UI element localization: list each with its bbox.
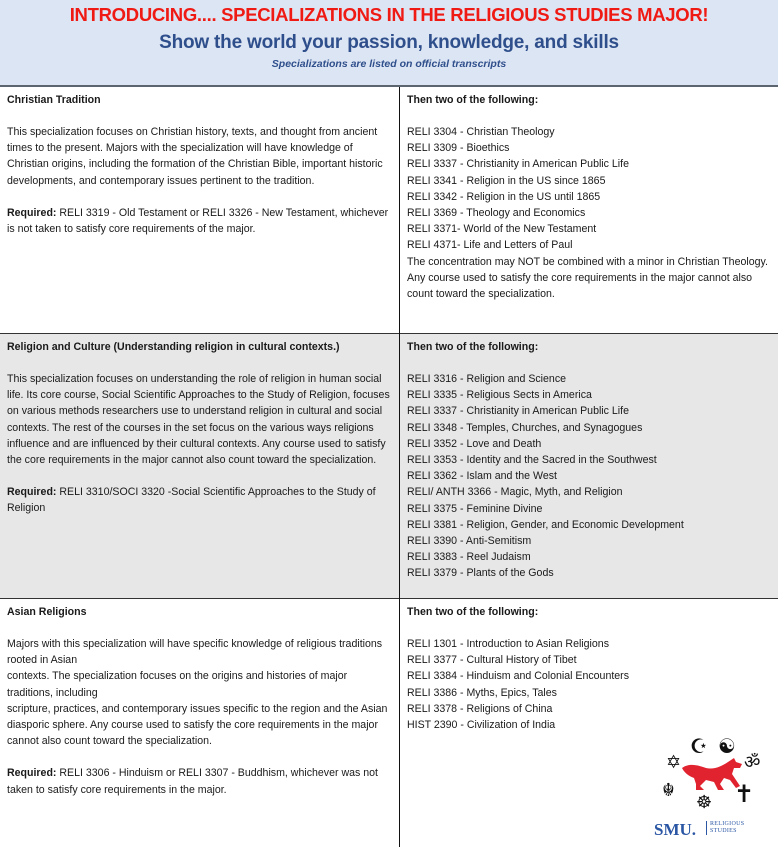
transcript-note: Specializations are listed on official transcripts [271,58,507,70]
course-item: RELI 3375 - Feminine Divine [407,502,543,515]
column-divider [399,87,400,847]
smu-wordmark: SMU. [654,820,697,839]
course-item: RELI 3342 - Religion in the US until 1865 [407,190,601,203]
specialization-row-religion-and-culture [0,333,778,598]
department-line: RELIGIOUS [710,821,745,827]
star-of-david-icon: ✡ [666,752,682,773]
specialization-name: Christian Tradition [7,94,101,106]
course-item: RELI 3337 - Christianity in American Public Life [407,405,629,418]
specialization-description-line: scripture, practices, and contemporary issues specific to the region and the Asian diasporic sphere. Any course used to satisfy the core requirements in the major cannot also count toward the specialization. [7,702,388,748]
specialization-description-cell [0,87,399,333]
specialization-name: Religion and Culture (Understanding religion in cultural contexts.) [7,341,340,353]
courses-heading: Then two of the following: [407,94,539,106]
course-item: RELI 3316 - Religion and Science [407,373,567,385]
course-item: RELI 3335 - Religious Sects in America [407,389,592,402]
courses-heading: Then two of the following: [407,341,539,353]
specialization-row-christian-tradition [0,87,778,333]
required-course [7,205,393,237]
course-item: RELI 3362 - Islam and the West [407,470,557,483]
star-and-crescent-icon: ☪ [690,734,708,758]
required-text: RELI 3306 - Hinduism or RELI 3307 - Buddhism, whichever was not taken to satisfy core requirements in the major. [7,767,378,796]
specialization-description-line: contexts. The specialization focuses on the origins and histories of major traditions, including [7,670,348,699]
required-course [7,765,393,797]
yin-yang-icon: ☯ [718,734,736,758]
course-item: RELI 3379 - Plants of the Gods [407,567,554,580]
specialization-restriction-note: The concentration may NOT be combined with a minor in Christian Theology. Any course used to satisfy the core requirements in the major cannot also count toward the specialization. [407,255,768,301]
courses-heading: Then two of the following: [407,606,539,618]
khanda-icon: ☬ [662,780,675,801]
required-label: Required: [7,767,57,780]
specialization-description: This specialization focuses on Christian history, texts, and thought from ancient times to the present. Majors with the specialization will have knowledge of Christian origins, including the formation of the Christian Bible, important historic developments, and contemporary issues pertinent to the tradition. [7,126,383,187]
course-item: RELI 3384 - Hinduism and Colonial Encounters [407,670,630,683]
course-item: RELI 3377 - Cultural History of Tibet [407,654,577,667]
required-label: Required: [7,486,57,499]
page-title: INTRODUCING.... SPECIALIZATIONS IN THE RELIGIOUS STUDIES MAJOR! [69,4,709,25]
specialization-description-line: Majors with this specialization will have specific knowledge of religious traditions rooted in Asian [7,638,383,667]
course-list [407,636,772,733]
required-text: RELI 3310/SOCI 3320 -Social Scientific Approaches to the Study of Religion [7,486,376,515]
required-course [7,484,393,516]
course-item: RELI 3353 - Identity and the Sacred in the Southwest [407,454,657,467]
course-item: RELI 3378 - Religions of China [407,702,553,715]
cross-icon: ✝ [734,780,755,808]
specialization-description-cell [0,334,399,598]
page-subtitle: Show the world your passion, knowledge, and skills [159,32,619,53]
course-item: RELI 3348 - Temples, Churches, and Synagogues [407,421,643,434]
course-item: RELI 3381 - Religion, Gender, and Economic Development [407,518,684,531]
course-item: RELI 3369 - Theology and Economics [407,207,586,220]
course-item: RELI 3337 - Christianity in American Public Life [407,158,629,171]
om-icon: ॐ [744,752,761,773]
page-header [0,0,778,87]
department-line: STUDIES [710,828,737,834]
required-text: RELI 3319 - Old Testament or RELI 3326 - New Testament, whichever is not taken to satisfy core requirements of the major. [7,206,389,236]
specialization-description: This specialization focuses on understanding the role of religion in human social life. Its core course, Social Scientific Approaches to the Study of Religion, focuses on various methods researchers use to understand religion in cultural and social contexts. The rest of the courses in the set focus on the various ways religions influence and are influenced by their cultural contexts. Any course used to satisfy the core requirements in the major cannot also count toward the specialization. [7,373,390,467]
dharma-wheel-icon: ☸ [696,792,713,813]
course-item: RELI 4371- Life and Letters of Paul [407,239,573,252]
course-list [407,124,772,254]
department-name [706,821,744,835]
course-item: RELI/ ANTH 3366 - Magic, Myth, and Religion [407,486,623,499]
course-item: RELI 3383 - Reel Judaism [407,551,531,564]
smu-religious-studies-logo [648,732,774,844]
course-item: RELI 3390 - Anti-Semitism [407,535,532,548]
course-options-cell [400,334,778,598]
course-item: HIST 2390 - Civilization of India [407,719,556,732]
course-item: RELI 1301 - Introduction to Asian Religions [407,638,609,650]
course-options-cell [400,87,778,333]
course-item: RELI 3309 - Bioethics [407,142,510,155]
course-item: RELI 3341 - Religion in the US since 1865 [407,174,606,187]
course-item: RELI 3352 - Love and Death [407,437,542,450]
course-list [407,371,772,582]
course-item: RELI 3386 - Myths, Epics, Tales [407,686,557,699]
required-label: Required: [7,206,57,219]
course-item: RELI 3371- World of the New Testament [407,223,597,236]
specialization-name: Asian Religions [7,606,87,618]
course-item: RELI 3304 - Christian Theology [407,126,555,138]
specialization-description-cell [0,599,399,847]
